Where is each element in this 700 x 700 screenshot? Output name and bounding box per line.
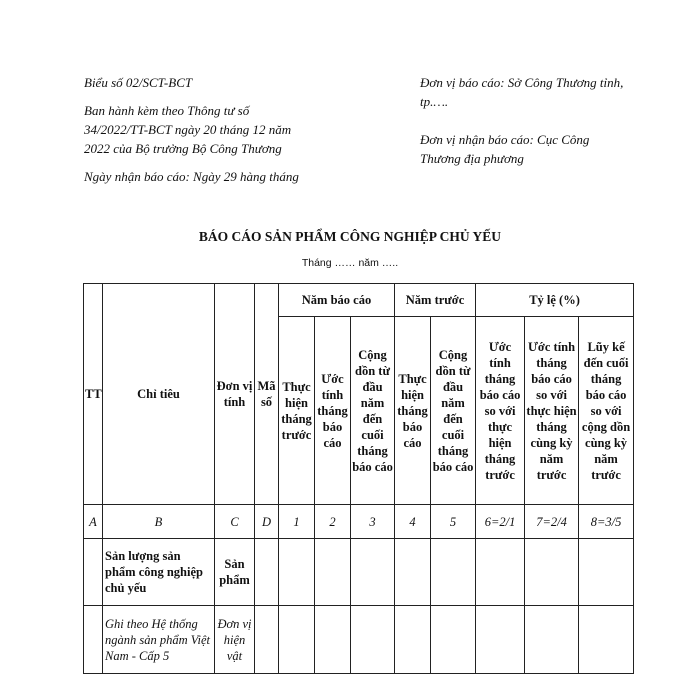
receiving-unit: Đơn vị nhận báo cáo: Cục Công Thương địa phương <box>420 132 590 166</box>
col-indicator: Chỉ tiêu <box>103 284 215 505</box>
header-left <box>84 73 299 195</box>
subcol-7: Ước tính tháng báo cáo so với thực hiện tháng cùng kỳ năm trước <box>525 317 579 505</box>
group-ratio: Tỷ lệ (%) <box>476 284 634 317</box>
col-tt: TT <box>84 284 103 505</box>
data-cell <box>255 539 279 606</box>
subcol-1: Thực hiện tháng trước <box>279 317 315 505</box>
report-title: BÁO CÁO SẢN PHẨM CÔNG NGHIỆP CHỦ YẾU <box>198 229 502 244</box>
group-report-year: Năm báo cáo <box>279 284 395 317</box>
label-cell: 2 <box>315 505 351 539</box>
issued-by-note: Ban hành kèm theo Thông tư số 34/2022/TT-BCT ngày 20 tháng 12 năm 2022 của Bộ trưởng Bộ Công Thương <box>84 103 292 156</box>
indicator-cell: Ghi theo Hệ thống ngành sản phẩm Việt Nam - Cấp 5 <box>103 606 215 674</box>
data-cell <box>525 606 579 674</box>
label-cell: 4 <box>395 505 431 539</box>
unit-cell: Sản phẩm <box>215 539 255 606</box>
tt-cell <box>84 606 103 674</box>
data-cell <box>579 539 634 606</box>
data-cell <box>525 539 579 606</box>
data-cell <box>431 606 476 674</box>
table-row <box>84 539 634 606</box>
data-cell <box>351 606 395 674</box>
subcol-2: Ước tính tháng báo cáo <box>315 317 351 505</box>
indicator-cell: Sản lượng sản phẩm công nghiệp chủ yếu <box>103 539 215 606</box>
data-cell <box>255 606 279 674</box>
label-cell: B <box>103 505 215 539</box>
report-table <box>83 283 634 674</box>
col-code: Mã số <box>255 284 279 505</box>
receive-date-note: Ngày nhận báo cáo: Ngày 29 hàng tháng <box>84 169 299 184</box>
label-cell: C <box>215 505 255 539</box>
label-cell: 8=3/5 <box>579 505 634 539</box>
reporting-unit: Đơn vị báo cáo: Sở Công Thương tỉnh, tp.…. <box>420 75 624 109</box>
label-cell: D <box>255 505 279 539</box>
data-cell <box>431 539 476 606</box>
col-unit: Đơn vị tính <box>215 284 255 505</box>
data-cell <box>315 606 351 674</box>
header-row-groups <box>84 284 634 317</box>
table-row <box>84 606 634 674</box>
unit-cell: Đơn vị hiện vật <box>215 606 255 674</box>
data-cell <box>279 539 315 606</box>
data-cell <box>315 539 351 606</box>
tt-cell <box>84 539 103 606</box>
data-cell <box>279 606 315 674</box>
data-cell <box>351 539 395 606</box>
data-cell <box>395 539 431 606</box>
label-cell: 1 <box>279 505 315 539</box>
subcol-8: Lũy kế đến cuối tháng báo cáo so với cộng dồn cùng kỳ năm trước <box>579 317 634 505</box>
subcol-6: Ước tính tháng báo cáo so với thực hiện tháng trước <box>476 317 525 505</box>
report-period: Tháng …… năm ….. <box>301 257 399 269</box>
group-prev-year: Năm trước <box>395 284 476 317</box>
data-cell <box>476 606 525 674</box>
form-number: Biểu số 02/SCT-BCT <box>84 75 193 90</box>
data-cell <box>579 606 634 674</box>
label-cell: 5 <box>431 505 476 539</box>
label-cell: 6=2/1 <box>476 505 525 539</box>
label-cell: 7=2/4 <box>525 505 579 539</box>
label-cell: A <box>84 505 103 539</box>
column-label-row <box>84 505 634 539</box>
data-cell <box>476 539 525 606</box>
subcol-5: Cộng dồn từ đầu năm đến cuối tháng báo cáo <box>431 317 476 505</box>
subcol-4: Thực hiện tháng báo cáo <box>395 317 431 505</box>
label-cell: 3 <box>351 505 395 539</box>
data-cell <box>395 606 431 674</box>
header-right <box>420 73 625 177</box>
subcol-3: Cộng dồn từ đầu năm đến cuối tháng báo cáo <box>351 317 395 505</box>
